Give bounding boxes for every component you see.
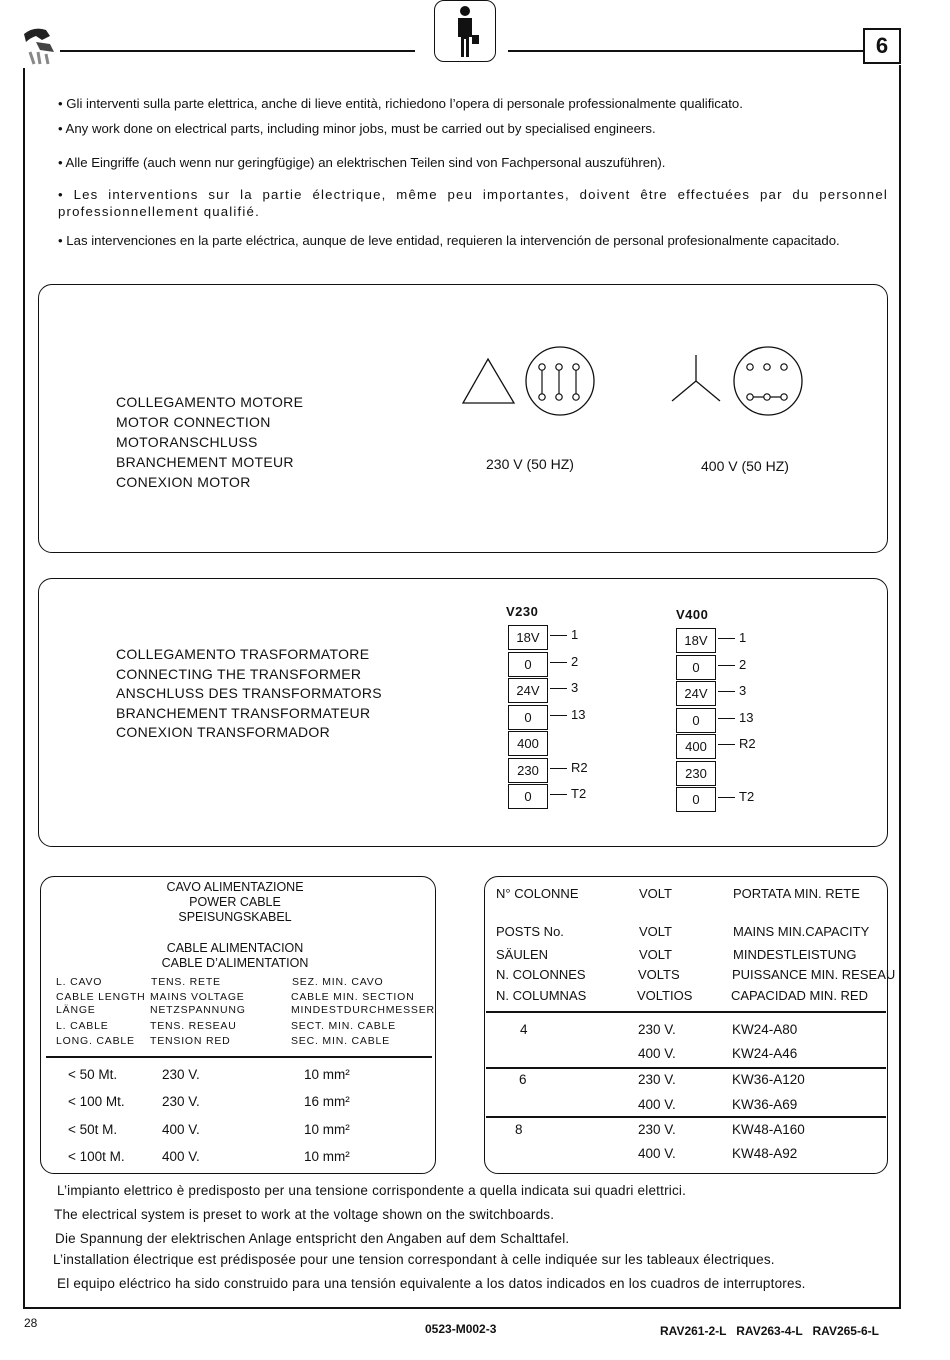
transformer-label: COLLEGAMENTO TRASFORMATORE (116, 646, 370, 662)
v400-lead-wire (718, 797, 735, 798)
v230-lead-wire (550, 662, 567, 663)
cable-section: 10 mm² (304, 1067, 350, 1082)
cable-hdr: MAINS VOLTAGE (150, 991, 245, 1003)
page-frame-right (899, 65, 901, 1308)
posts-capacity: KW48-A92 (732, 1146, 798, 1161)
transformer-label: BRANCHEMENT TRANSFORMATEUR (116, 704, 371, 721)
v230-lead-wire (550, 768, 567, 769)
v230-terminal-cell: 0 (508, 705, 548, 730)
posts-volt: 230 V. (638, 1072, 676, 1087)
cable-title-block-2 (130, 941, 340, 971)
posts-capacity: KW24-A46 (732, 1046, 798, 1061)
section-number-box: 6 (863, 28, 901, 64)
motor-label: BRANCHEMENT MOTEUR (116, 454, 294, 470)
cable-voltage: 400 V. (162, 1149, 200, 1164)
v400-lead-label: 2 (739, 656, 747, 672)
posts-hdr: PORTATA MIN. RETE (733, 886, 860, 901)
v230-lead-label: 3 (571, 680, 579, 695)
v230-terminal-strip (508, 625, 628, 815)
footer-note-fr: L’installation électrique est prédisposée pour une tension correspondant à celle indiquée sur les tableaux électriques. (53, 1252, 775, 1267)
cable-title-block (130, 880, 340, 925)
posts-volt: 400 V. (638, 1146, 676, 1161)
cable-length: < 100t M. (68, 1149, 125, 1164)
footer-note-it: L’impianto elettrico è predisposto per una tensione corrispondente a quella indicata sui quadri elettrici. (57, 1183, 687, 1198)
cable-hdr: CABLE MIN. SECTION (291, 991, 415, 1003)
v230-title: V230 (506, 604, 539, 619)
v400-lead-wire (718, 744, 735, 745)
v230-lead-label: 1 (571, 627, 579, 642)
v400-lead-wire (718, 638, 735, 639)
v230-lead-label: 13 (571, 706, 586, 722)
cable-title-line: CABLE ALIMENTACION (166, 941, 304, 955)
footer-note-es: El equipo eléctrico ha sido construido para una tensión equivalente a los datos indicados en los cuadros de interruptores. (57, 1276, 806, 1291)
footer-note-de: Die Spannung der elektrischen Anlage entspricht den Angaben auf dem Schalttafel. (55, 1231, 570, 1246)
cable-hdr: L. CABLE (56, 1020, 109, 1032)
cable-length: < 50 Mt. (68, 1067, 118, 1082)
posts-hdr: VOLT (639, 924, 672, 939)
header-rule-right (508, 50, 863, 52)
posts-volt: 400 V. (638, 1097, 676, 1112)
v400-terminal-strip (676, 628, 796, 818)
bullet-fr: • Les interventions sur la partie électrique, même peu importantes, doivent être effectuées par du personnel professionnellement qualifié. (58, 187, 888, 219)
v230-terminal-cell: 0 (508, 652, 548, 677)
delta-connection-diagram (460, 345, 600, 420)
cable-hdr: NETZSPANNUNG (150, 1004, 246, 1016)
posts-hdr: SÄULEN (496, 947, 549, 962)
cable-hdr: TENS. RESEAU (150, 1020, 237, 1032)
posts-hdr: MINDESTLEISTUNG (733, 947, 857, 962)
v230-lead-wire (550, 635, 567, 636)
v230-terminal-cell: 0 (508, 784, 548, 809)
page-number: 28 (24, 1316, 38, 1330)
cable-hdr: TENSION RED (150, 1035, 231, 1047)
v400-title: V400 (676, 607, 709, 622)
posts-headers (496, 886, 896, 1006)
cable-hdr: CABLE LENGTH (56, 991, 146, 1003)
posts-rows (490, 1022, 886, 1172)
v230-terminal-cell: 400 (508, 731, 548, 756)
footer-note-en: The electrical system is preset to work at the voltage shown on the switchboards. (54, 1207, 555, 1222)
v400-lead-wire (718, 718, 735, 719)
posts-volt: 230 V. (638, 1022, 676, 1037)
cable-hdr: SEC. MIN. CABLE (291, 1035, 390, 1047)
cable-title-line: SPEISUNGSKABEL (178, 910, 292, 924)
v400-terminal-cell: 0 (676, 655, 716, 680)
v230-lead-wire (550, 688, 567, 689)
cable-section: 10 mm² (304, 1122, 350, 1137)
v400-lead-wire (718, 691, 735, 692)
page-frame-bottom (23, 1307, 901, 1309)
v230-lead-label: T2 (571, 786, 587, 801)
cable-hdr: LONG. CABLE (56, 1035, 135, 1047)
v400-lead-label: 13 (739, 709, 754, 725)
v230-terminal-cell: 230 (508, 758, 548, 783)
posts-hdr: N° COLONNE (496, 886, 579, 901)
cable-hdr: SEZ. MIN. CAVO (292, 976, 384, 988)
transformer-labels (116, 645, 382, 743)
v400-terminal-cell: 0 (676, 708, 716, 733)
posts-hdr: CAPACIDAD MIN. RED (731, 988, 868, 1003)
cable-hdr: SECT. MIN. CABLE (291, 1020, 396, 1032)
cable-length: < 100 Mt. (68, 1094, 125, 1109)
v230-lead-wire (550, 715, 567, 716)
posts-volt: 230 V. (638, 1122, 676, 1137)
cable-title-line: POWER CABLE (189, 895, 281, 909)
posts-volt: 400 V. (638, 1046, 676, 1061)
bullet-en: • Any work done on electrical parts, including minor jobs, must be carried out by specialised engineers. (58, 121, 656, 136)
posts-hdr: N. COLONNES (496, 967, 586, 982)
v230-lead-wire (550, 794, 567, 795)
cable-hdr: LÄNGE (56, 1004, 96, 1016)
v400-terminal-cell: 24V (676, 681, 716, 706)
cable-section: 16 mm² (304, 1094, 350, 1109)
v400-terminal-cell: 230 (676, 761, 716, 786)
motor-label: MOTORANSCHLUSS (116, 434, 258, 450)
cable-section: 10 mm² (304, 1149, 350, 1164)
motor-label: COLLEGAMENTO MOTORE (116, 394, 304, 410)
v230-terminal-cell: 18V (508, 625, 548, 650)
posts-count: 8 (515, 1122, 523, 1137)
posts-capacity: KW48-A160 (732, 1122, 805, 1137)
posts-hdr: PUISSANCE MIN. RESEAU (732, 967, 896, 982)
tools-logo-icon (20, 22, 60, 66)
cable-hdr: MINDESTDURCHMESSER (291, 1004, 435, 1016)
posts-hdr: VOLTS (638, 967, 680, 982)
posts-capacity: KW24-A80 (732, 1022, 798, 1037)
posts-hdr: VOLT (639, 886, 672, 901)
posts-divider (486, 1011, 886, 1013)
posts-capacity: KW36-A120 (732, 1072, 805, 1087)
bullet-de: • Alle Eingriffe (auch wenn nur geringfügige) an elektrischen Teilen sind von Fachpersonal auszuführen). (58, 155, 666, 170)
posts-capacity: KW36-A69 (732, 1097, 798, 1112)
transformer-label: CONEXION TRANSFORMADOR (116, 724, 331, 740)
posts-count: 6 (519, 1072, 527, 1087)
cable-length: < 50t M. (68, 1122, 118, 1137)
technician-badge (434, 0, 496, 62)
star-connection-diagram (668, 345, 808, 420)
motor-labels (116, 392, 303, 492)
posts-hdr: VOLTIOS (637, 988, 693, 1003)
cable-voltage: 230 V. (162, 1067, 200, 1082)
cable-hdr: TENS. RETE (151, 976, 221, 988)
star-voltage-label: 400 V (50 HZ) (701, 458, 789, 474)
transformer-label: CONNECTING THE TRANSFORMER (116, 665, 362, 682)
bullet-it: • Gli interventi sulla parte elettrica, anche di lieve entità, richiedono l’opera di personale professionalmente qualificato. (58, 96, 743, 111)
v230-lead-label: 2 (571, 653, 579, 669)
model-list: RAV261-2-L RAV263-4-L RAV265-6-L (660, 1324, 879, 1338)
cable-divider (46, 1056, 432, 1058)
cable-title-line: CAVO ALIMENTAZIONE (166, 880, 304, 894)
posts-hdr: MAINS MIN.CAPACITY (733, 924, 870, 939)
page-frame-left (23, 68, 25, 1308)
doc-code: 0523-M002-3 (425, 1322, 497, 1336)
v400-terminal-cell: 0 (676, 787, 716, 812)
technician-icon (435, 1, 495, 61)
posts-hdr: POSTS No. (496, 924, 564, 939)
motor-label: MOTOR CONNECTION (116, 414, 271, 430)
cable-rows (68, 1067, 428, 1177)
v400-lead-wire (718, 665, 735, 666)
delta-voltage-label: 230 V (50 HZ) (486, 456, 574, 472)
v400-lead-label: 3 (739, 683, 747, 698)
cable-voltage: 230 V. (162, 1094, 200, 1109)
cable-voltage: 400 V. (162, 1122, 200, 1137)
motor-label: CONEXION MOTOR (116, 474, 251, 490)
bullet-es: • Las intervenciones en la parte eléctrica, aunque de leve entidad, requieren la intervención de personal profesionalmente capacitado. (58, 233, 840, 248)
v400-lead-label: R2 (739, 736, 756, 751)
v400-lead-label: 1 (739, 630, 747, 645)
v400-lead-label: T2 (739, 789, 755, 804)
v400-terminal-cell: 400 (676, 734, 716, 759)
transformer-label: ANSCHLUSS DES TRANSFORMATORS (116, 685, 382, 701)
header-rule-left (60, 50, 415, 52)
posts-hdr: VOLT (639, 947, 672, 962)
v400-terminal-cell: 18V (676, 628, 716, 653)
posts-count: 4 (520, 1022, 528, 1037)
posts-hdr: N. COLUMNAS (496, 988, 587, 1003)
cable-title-line: CABLE D’ALIMENTATION (161, 956, 309, 970)
v230-terminal-cell: 24V (508, 678, 548, 703)
v230-lead-label: R2 (571, 759, 588, 775)
cable-hdr: L. CAVO (56, 976, 103, 988)
